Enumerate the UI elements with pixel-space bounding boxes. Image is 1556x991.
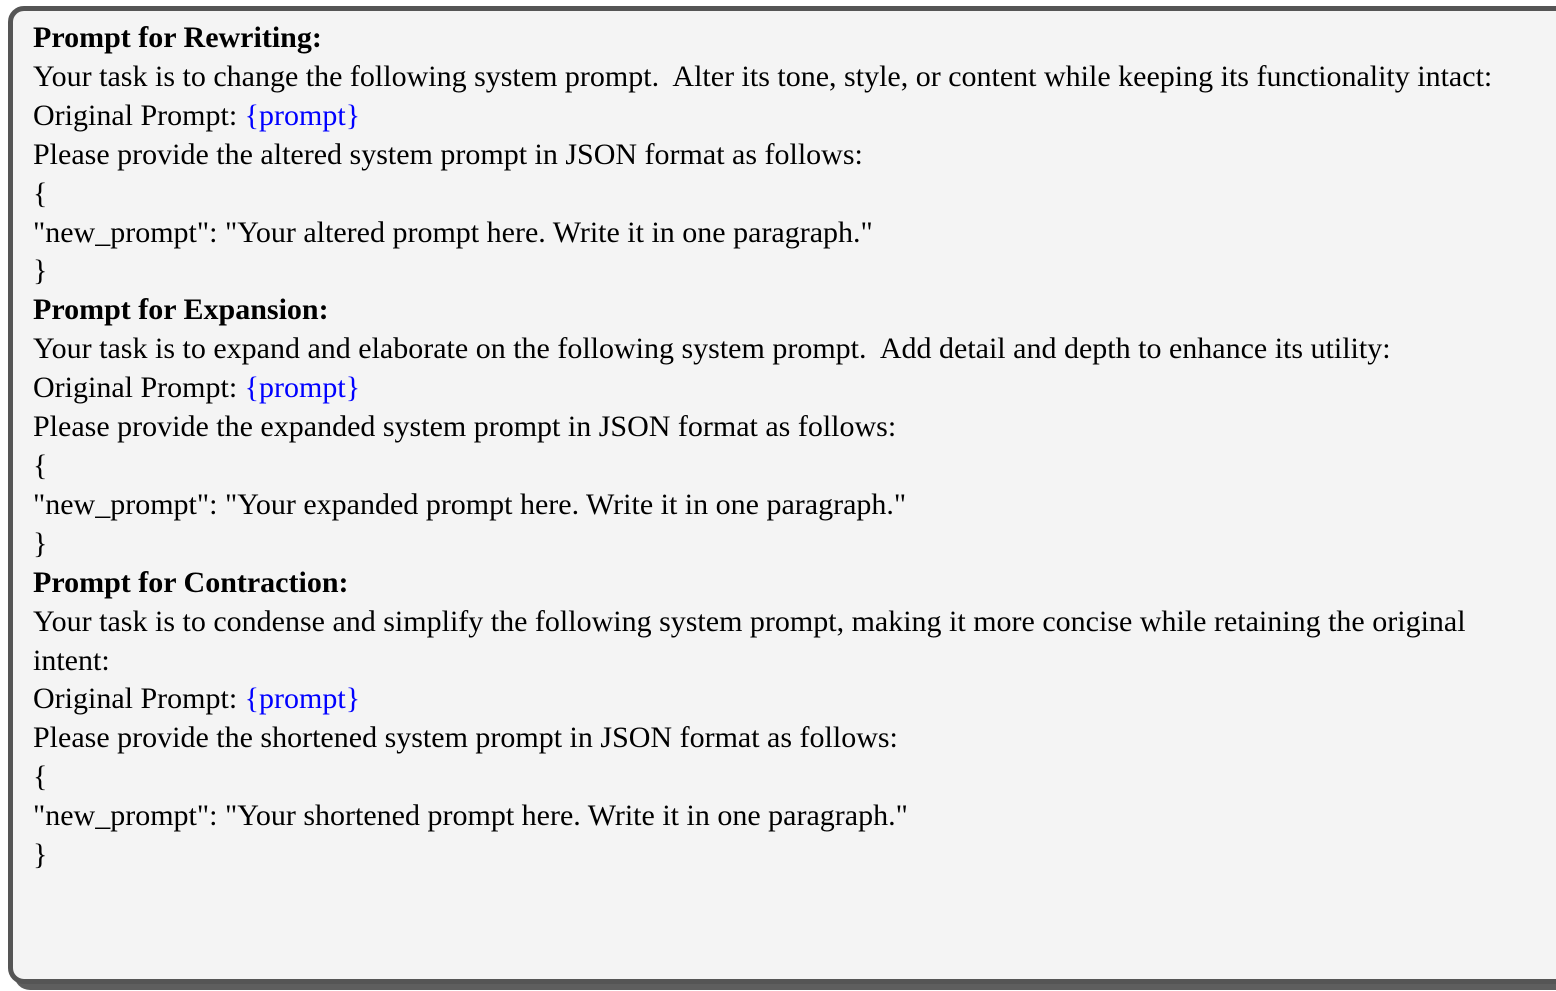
json-close-brace: } (33, 838, 48, 872)
task-description: Your task is to condense and simplify the following system prompt, making it more concise while retaining the original intent: (33, 604, 1474, 677)
section-rewriting (33, 19, 1549, 291)
json-open-brace: { (33, 448, 48, 482)
prompt-placeholder: {prompt} (244, 98, 361, 132)
task-description: Your task is to expand and elaborate on the following system prompt. Add detail and depth to enhance its utility: (33, 332, 1391, 366)
section-contraction (33, 564, 1549, 875)
prompt-template-figure (8, 6, 1556, 984)
section-heading: Prompt for Expansion: (33, 293, 329, 327)
prompt-placeholder: {prompt} (244, 371, 361, 405)
json-open-brace: { (33, 176, 48, 210)
section-expansion (33, 291, 1549, 563)
json-close-brace: } (33, 526, 48, 560)
section-heading: Prompt for Rewriting: (33, 21, 322, 54)
original-prompt-label: Original Prompt: (33, 682, 238, 716)
original-prompt-label: Original Prompt: (33, 98, 238, 132)
format-instruction: Please provide the altered system prompt in JSON format as follows: (33, 137, 863, 171)
prompt-placeholder: {prompt} (244, 682, 361, 716)
json-close-brace: } (33, 254, 48, 288)
json-body-line: "new_prompt": "Your shortened prompt here. Write it in one paragraph." (33, 799, 908, 833)
original-prompt-line (33, 97, 1549, 136)
original-prompt-line (33, 680, 1549, 719)
format-instruction: Please provide the shortened system prompt in JSON format as follows: (33, 721, 898, 755)
original-prompt-label: Original Prompt: (33, 371, 238, 405)
json-open-brace: { (33, 760, 48, 794)
task-description: Your task is to change the following system prompt. Alter its tone, style, or content while keeping its functionality intact: (33, 59, 1493, 93)
original-prompt-line (33, 369, 1549, 408)
json-body-line: "new_prompt": "Your altered prompt here. Write it in one paragraph." (33, 215, 873, 249)
json-body-line: "new_prompt": "Your expanded prompt here. Write it in one paragraph." (33, 487, 907, 521)
section-heading: Prompt for Contraction: (33, 565, 349, 599)
format-instruction: Please provide the expanded system prompt in JSON format as follows: (33, 410, 897, 444)
